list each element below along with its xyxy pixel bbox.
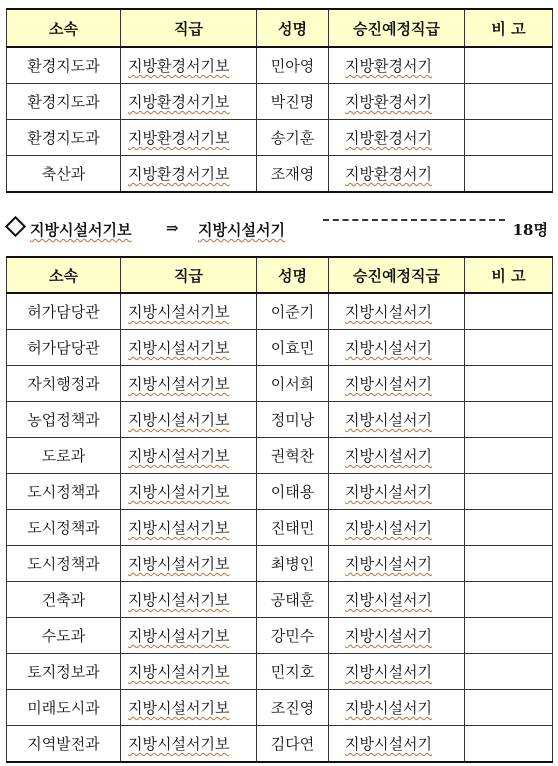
- cell-department: 도시정책과: [7, 510, 121, 546]
- cell-promoted-rank: [329, 438, 465, 474]
- cell-remarks: [465, 47, 553, 84]
- cell-rank: [121, 618, 257, 654]
- cell-name: 이준기: [257, 293, 329, 330]
- table-row: [7, 546, 553, 582]
- cell-promoted-rank: [329, 654, 465, 690]
- cell-name: 최병인: [257, 546, 329, 582]
- cell-promoted-rank: [329, 156, 465, 193]
- cell-rank-text: 지방환경서기보: [128, 165, 230, 183]
- table-row: [7, 47, 553, 84]
- cell-rank-text: 지방시설서기보: [128, 735, 230, 753]
- table-row: [7, 726, 553, 763]
- cell-remarks: [465, 402, 553, 438]
- cell-department: 미래도시과: [7, 690, 121, 726]
- cell-name: 박진명: [257, 84, 329, 120]
- cell-rank-text: 지방시설서기보: [128, 591, 230, 609]
- diamond-bullet-icon: [5, 216, 26, 237]
- cell-department: 수도과: [7, 618, 121, 654]
- cell-remarks: [465, 156, 553, 193]
- cell-department: 도시정책과: [7, 474, 121, 510]
- table-row: [7, 156, 553, 193]
- table-row: [7, 366, 553, 402]
- cell-rank-text: 지방환경서기보: [128, 129, 230, 147]
- table-header: [7, 257, 553, 293]
- cell-rank: [121, 546, 257, 582]
- cell-rank: [121, 47, 257, 84]
- header-row: [7, 9, 553, 47]
- cell-department: 자치행정과: [7, 366, 121, 402]
- table-header: [7, 9, 553, 47]
- cell-name: 정미낭: [257, 402, 329, 438]
- cell-promoted-rank-text: 지방시설서기: [345, 375, 432, 393]
- cell-remarks: [465, 582, 553, 618]
- cell-rank: [121, 156, 257, 193]
- cell-rank: [121, 726, 257, 763]
- cell-promoted-rank: [329, 120, 465, 156]
- section-count: 18명: [512, 221, 548, 239]
- header-rank: 직급: [121, 9, 257, 47]
- cell-promoted-rank-text: 지방환경서기: [345, 165, 432, 183]
- cell-department: 토지정보과: [7, 654, 121, 690]
- cell-name: 조재영: [257, 156, 329, 193]
- section-heading-facility: [6, 217, 552, 241]
- table-body: [7, 293, 553, 762]
- cell-remarks: [465, 510, 553, 546]
- cell-name: 이태용: [257, 474, 329, 510]
- cell-remarks: [465, 84, 553, 120]
- cell-promoted-rank-text: 지방시설서기: [345, 447, 432, 465]
- cell-department: 환경지도과: [7, 120, 121, 156]
- cell-rank-text: 지방시설서기보: [128, 663, 230, 681]
- cell-department: 허가담당관: [7, 293, 121, 330]
- table-row: [7, 654, 553, 690]
- cell-department: 축산과: [7, 156, 121, 193]
- table-row: [7, 510, 553, 546]
- header-remarks: 비 고: [465, 9, 553, 47]
- cell-rank: [121, 654, 257, 690]
- header-department: 소속: [7, 9, 121, 47]
- cell-rank-text: 지방시설서기보: [128, 555, 230, 573]
- cell-promoted-rank: [329, 293, 465, 330]
- cell-promoted-rank-text: 지방시설서기: [345, 339, 432, 357]
- section-from-rank: 지방시설서기보: [30, 221, 132, 239]
- table-row: [7, 474, 553, 510]
- cell-remarks: [465, 438, 553, 474]
- cell-promoted-rank-text: 지방시설서기: [345, 555, 432, 573]
- table-row: [7, 690, 553, 726]
- cell-rank: [121, 293, 257, 330]
- header-remarks: 비 고: [465, 257, 553, 293]
- cell-name: 김다연: [257, 726, 329, 763]
- cell-rank-text: 지방시설서기보: [128, 447, 230, 465]
- cell-remarks: [465, 618, 553, 654]
- cell-promoted-rank: [329, 690, 465, 726]
- table-body: [7, 47, 553, 192]
- cell-promoted-rank-text: 지방시설서기: [345, 699, 432, 717]
- arrow-icon: ⇒: [166, 219, 179, 237]
- table-row: [7, 293, 553, 330]
- table-row: [7, 438, 553, 474]
- cell-promoted-rank: [329, 366, 465, 402]
- table-row: [7, 402, 553, 438]
- cell-remarks: [465, 654, 553, 690]
- dashed-leader-line: [323, 219, 505, 221]
- cell-remarks: [465, 546, 553, 582]
- section-to-rank: 지방시설서기: [198, 221, 285, 239]
- cell-department: 농업정책과: [7, 402, 121, 438]
- cell-promoted-rank: [329, 618, 465, 654]
- cell-remarks: [465, 474, 553, 510]
- cell-promoted-rank-text: 지방환경서기: [345, 57, 432, 75]
- cell-promoted-rank: [329, 47, 465, 84]
- cell-promoted-rank: [329, 84, 465, 120]
- cell-department: 지역발전과: [7, 726, 121, 763]
- cell-name: 강민수: [257, 618, 329, 654]
- cell-name: 공태훈: [257, 582, 329, 618]
- cell-name: 민지호: [257, 654, 329, 690]
- cell-promoted-rank: [329, 726, 465, 763]
- cell-promoted-rank: [329, 474, 465, 510]
- cell-department: 허가담당관: [7, 330, 121, 366]
- cell-department: 환경지도과: [7, 47, 121, 84]
- cell-name: 진태민: [257, 510, 329, 546]
- cell-rank: [121, 690, 257, 726]
- header-name: 성명: [257, 257, 329, 293]
- table-row: [7, 582, 553, 618]
- header-promoted-rank: 승진예정직급: [329, 9, 465, 47]
- cell-rank: [121, 84, 257, 120]
- cell-department: 건축과: [7, 582, 121, 618]
- cell-remarks: [465, 690, 553, 726]
- cell-rank-text: 지방시설서기보: [128, 303, 230, 321]
- cell-rank: [121, 438, 257, 474]
- cell-rank-text: 지방시설서기보: [128, 339, 230, 357]
- cell-promoted-rank: [329, 510, 465, 546]
- cell-remarks: [465, 293, 553, 330]
- cell-rank-text: 지방시설서기보: [128, 483, 230, 501]
- cell-promoted-rank-text: 지방환경서기: [345, 129, 432, 147]
- cell-rank: [121, 330, 257, 366]
- cell-promoted-rank-text: 지방시설서기: [345, 591, 432, 609]
- cell-name: 조진영: [257, 690, 329, 726]
- header-rank: 직급: [121, 257, 257, 293]
- cell-rank-text: 지방환경서기보: [128, 93, 230, 111]
- cell-department: 도시정책과: [7, 546, 121, 582]
- cell-promoted-rank-text: 지방시설서기: [345, 411, 432, 429]
- table-row: [7, 120, 553, 156]
- table-row: [7, 330, 553, 366]
- table-row: [7, 84, 553, 120]
- promotion-table-environment: [6, 8, 553, 193]
- header-promoted-rank: 승진예정직급: [329, 257, 465, 293]
- cell-rank-text: 지방환경서기보: [128, 57, 230, 75]
- cell-rank-text: 지방시설서기보: [128, 411, 230, 429]
- cell-name: 민아영: [257, 47, 329, 84]
- cell-promoted-rank-text: 지방시설서기: [345, 483, 432, 501]
- header-row: [7, 257, 553, 293]
- cell-promoted-rank-text: 지방시설서기: [345, 303, 432, 321]
- cell-remarks: [465, 120, 553, 156]
- table-row: [7, 618, 553, 654]
- cell-rank-text: 지방시설서기보: [128, 375, 230, 393]
- cell-rank-text: 지방시설서기보: [128, 519, 230, 537]
- cell-department: 환경지도과: [7, 84, 121, 120]
- cell-rank: [121, 582, 257, 618]
- header-name: 성명: [257, 9, 329, 47]
- promotion-table-facility: [6, 256, 553, 763]
- cell-rank: [121, 402, 257, 438]
- cell-name: 송기훈: [257, 120, 329, 156]
- cell-promoted-rank-text: 지방시설서기: [345, 519, 432, 537]
- cell-rank-text: 지방시설서기보: [128, 699, 230, 717]
- cell-name: 이효민: [257, 330, 329, 366]
- cell-promoted-rank: [329, 330, 465, 366]
- cell-name: 이서희: [257, 366, 329, 402]
- cell-promoted-rank-text: 지방시설서기: [345, 627, 432, 645]
- cell-rank: [121, 510, 257, 546]
- cell-rank-text: 지방시설서기보: [128, 627, 230, 645]
- cell-promoted-rank: [329, 546, 465, 582]
- cell-remarks: [465, 366, 553, 402]
- cell-promoted-rank-text: 지방시설서기: [345, 735, 432, 753]
- cell-rank: [121, 366, 257, 402]
- cell-promoted-rank-text: 지방시설서기: [345, 663, 432, 681]
- header-department: 소속: [7, 257, 121, 293]
- cell-rank: [121, 120, 257, 156]
- cell-department: 도로과: [7, 438, 121, 474]
- cell-remarks: [465, 726, 553, 763]
- cell-promoted-rank-text: 지방환경서기: [345, 93, 432, 111]
- cell-remarks: [465, 330, 553, 366]
- cell-promoted-rank: [329, 582, 465, 618]
- cell-name: 권혁찬: [257, 438, 329, 474]
- cell-promoted-rank: [329, 402, 465, 438]
- cell-rank: [121, 474, 257, 510]
